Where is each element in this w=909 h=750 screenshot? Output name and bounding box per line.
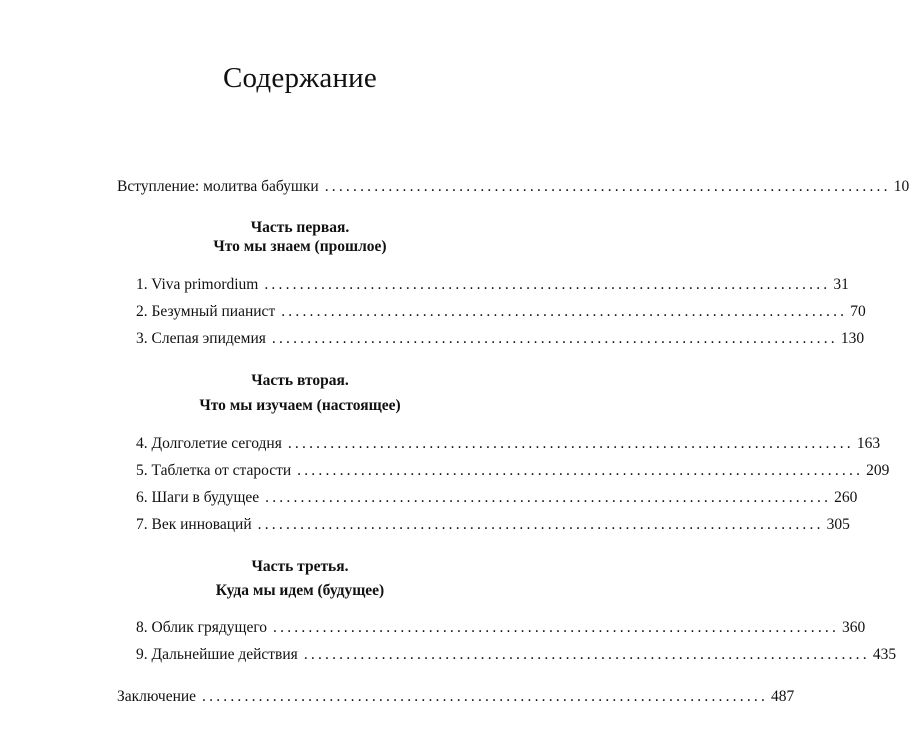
toc-entry-chapter-1[interactable] [136, 276, 849, 294]
dot-leader: ................................................................................ [271, 330, 838, 347]
toc-entry-chapter-8[interactable] [136, 619, 866, 637]
toc-entry-label: 9. Дальнейшие действия [136, 646, 298, 663]
toc-entry-chapter-3[interactable] [136, 330, 865, 348]
toc-entry-page: 31 [833, 276, 849, 293]
dot-leader: ................................................................................ [257, 516, 824, 533]
toc-entry-label: 1. Viva primordium [136, 276, 259, 293]
part-2-subtitle: Что мы изучаем (настоящее) [199, 397, 401, 414]
part-3-heading: Часть третья. [251, 558, 349, 575]
toc-entry-page: 260 [834, 489, 858, 506]
dot-leader: ................................................................................ [281, 303, 848, 320]
dot-leader: ................................................................................ [297, 462, 864, 479]
toc-entry-label: 2. Безумный пианист [136, 303, 276, 320]
toc-entry-label: Вступление: молитва бабушки [117, 178, 319, 195]
toc-entry-conclusion[interactable] [117, 688, 795, 706]
part-3-subtitle: Куда мы идем (будущее) [215, 582, 385, 599]
dot-leader: ................................................................................ [324, 178, 891, 195]
toc-entry-chapter-4[interactable] [136, 435, 881, 453]
dot-leader: ................................................................................ [273, 619, 840, 636]
toc-entry-label: 6. Шаги в будущее [136, 489, 260, 506]
dot-leader: ................................................................................ [265, 489, 832, 506]
toc-entry-page: 70 [850, 303, 866, 320]
dot-leader: ................................................................................ [264, 276, 831, 293]
toc-entry-chapter-5[interactable] [136, 462, 890, 480]
part-1-subtitle: Что мы знаем (прошлое) [213, 238, 387, 255]
toc-entry-label: 5. Таблетка от старости [136, 462, 292, 479]
toc-entry-page: 209 [866, 462, 890, 479]
page-title: Содержание [223, 62, 377, 94]
toc-entry-label: 8. Облик грядущего [136, 619, 268, 636]
dot-leader: ................................................................................ [287, 435, 854, 452]
toc-entry-page: 130 [840, 330, 865, 347]
toc-entry-label: 3. Слепая эпидемия [136, 330, 266, 347]
toc-entry-chapter-9[interactable] [136, 646, 897, 664]
toc-entry-label: 4. Долголетие сегодня [136, 435, 282, 452]
toc-entry-label: Заключение [117, 688, 197, 705]
toc-entry-chapter-7[interactable] [136, 516, 850, 534]
toc-entry-label: 7. Век инноваций [136, 516, 252, 533]
toc-entry-chapter-6[interactable] [136, 489, 858, 507]
toc-entry-page: 10 [893, 178, 909, 195]
dot-leader: ................................................................................ [303, 646, 870, 663]
dot-leader: ................................................................................ [202, 688, 769, 705]
toc-entry-page: 360 [842, 619, 866, 636]
toc-entry-chapter-2[interactable] [136, 303, 866, 321]
toc-entry-intro[interactable] [117, 178, 909, 196]
part-1-heading: Часть первая. [250, 219, 350, 236]
toc-entry-page: 163 [856, 435, 881, 452]
toc-entry-page: 305 [826, 516, 850, 533]
part-2-heading: Часть вторая. [251, 372, 349, 389]
toc-entry-page: 435 [872, 646, 897, 663]
toc-entry-page: 487 [771, 688, 795, 705]
